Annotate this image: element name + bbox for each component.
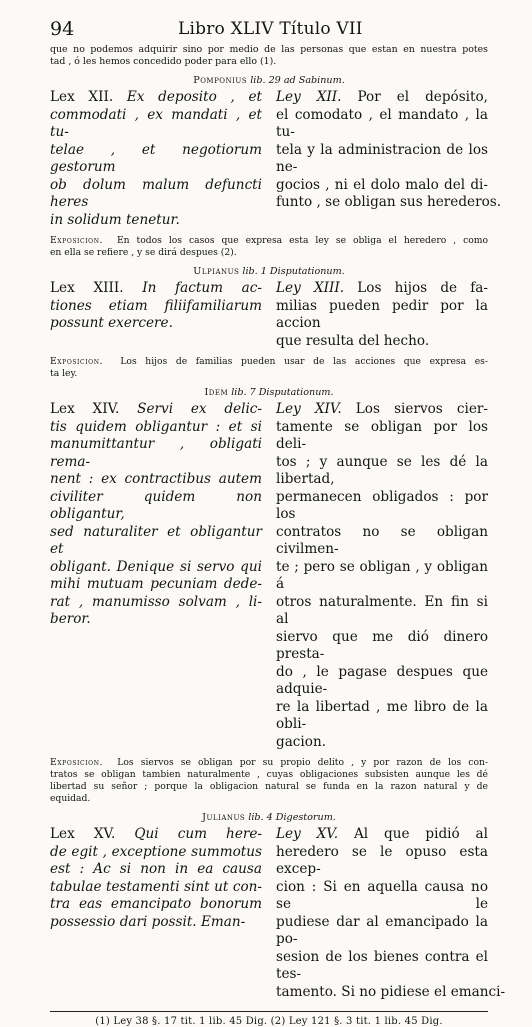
spanish-line: [276, 844, 488, 879]
spanish-line: [276, 333, 488, 351]
latin-text: tis quidem obligantur : et si: [50, 418, 262, 435]
latin-text: tra eas emancipato bonorum: [50, 896, 262, 912]
spanish-line: [276, 594, 488, 629]
exposicion-text: equidad.: [50, 793, 91, 804]
exposicion-label: Exposicion.: [50, 757, 104, 768]
spanish-text: Los siervos cier-: [355, 401, 488, 417]
spanish-text: tamento. Si no pidiese el emanci-: [276, 983, 506, 1000]
exposicion-text: Los hijos de familias pueden usar de las acciones que expresa es-: [120, 356, 488, 367]
latin-line: [50, 576, 262, 594]
latin-text: civiliter quidem non obligantur,: [50, 488, 262, 522]
latin-line: [50, 177, 262, 212]
exposicion-line: [50, 757, 488, 769]
source-author: Idem: [204, 387, 229, 398]
latin-line: [50, 419, 262, 437]
latin-line: [50, 212, 262, 230]
spanish-line: [276, 629, 488, 664]
spanish-law-number: Ley XIV.: [276, 401, 342, 417]
latin-law-number: Lex XIII.: [50, 280, 124, 296]
latin-line: [50, 524, 262, 559]
spanish-law-number: Ley XII.: [276, 89, 342, 105]
source-citation: [50, 266, 488, 277]
exposicion-text: tratos se obligan tambien naturalmente , cuyas obligaciones subsisten aunque les dé: [50, 769, 488, 780]
exposicion-line: [50, 769, 488, 781]
source-author: Pomponius: [193, 75, 248, 86]
latin-text: de egit , exceptione summotus: [50, 843, 262, 860]
spanish-text: otros naturalmente. En fin si al: [276, 593, 488, 627]
latin-text: manumittantur , obligati rema-: [50, 436, 262, 470]
exposicion-paragraph: [50, 235, 488, 259]
spanish-line: [276, 89, 488, 107]
latin-text: ob dolum malum defuncti heres: [50, 176, 262, 210]
law-sections: [50, 75, 506, 1001]
latin-column: [50, 280, 262, 350]
spanish-column: [276, 401, 488, 751]
source-citation: [50, 75, 488, 86]
spanish-text: funto , se obligan sus herederos.: [276, 194, 502, 210]
spanish-line: [276, 826, 488, 844]
latin-text: Servi ex delic-: [137, 401, 263, 417]
law-section: [50, 266, 488, 380]
spanish-text: tamente se obligan por los deli-: [276, 418, 488, 452]
exposicion-line: [50, 793, 488, 805]
exposicion-text: Los siervos se obligan por su propio delito , y por razon de los con-: [117, 757, 489, 768]
exposicion-text: libertad su señor ; porque la obligacion natural se funda en la razon natural y de: [50, 781, 488, 792]
spanish-text: siervo que me dió dinero presta-: [276, 628, 488, 662]
spanish-line: [276, 280, 488, 298]
source-citation: [50, 812, 488, 823]
spanish-text: Por el depósito,: [357, 89, 488, 105]
spanish-line: [276, 559, 488, 594]
latin-text: beror.: [50, 611, 91, 627]
spanish-text: cion : Si en aquella causa no se le: [276, 878, 488, 912]
text-line: que no podemos adquirir sino por medio de las personas que estan en nuestra potes: [50, 44, 488, 55]
spanish-line: [276, 107, 488, 142]
spanish-text: te ; pero se obligan , y obligan á: [276, 558, 488, 592]
book-page: [50, 18, 506, 1027]
spanish-text: Los hijos de fa-: [357, 280, 488, 296]
spanish-text: gocios , ni el dolo malo del di-: [276, 176, 488, 193]
page-number: 94: [50, 18, 75, 40]
latin-line: [50, 280, 262, 298]
exposicion-line: [50, 368, 488, 380]
law-section: [50, 387, 488, 805]
spanish-text: el comodato , el mandato , la tu-: [276, 106, 488, 140]
latin-text: Ex deposito , et: [126, 89, 262, 105]
exposicion-text: En todos los casos que expresa esta ley se obliga el heredero , como: [116, 235, 489, 246]
latin-line: [50, 471, 262, 489]
latin-column: [50, 826, 262, 1001]
latin-text: rat , manumisso solvam , li-: [50, 593, 262, 610]
latin-line: [50, 401, 262, 419]
exposicion-text: ta ley.: [50, 368, 78, 379]
latin-law-number: Lex XIV.: [50, 401, 120, 417]
latin-line: [50, 594, 262, 612]
law-row: [50, 826, 506, 1001]
spanish-text: que resulta del hecho.: [276, 332, 430, 349]
spanish-column: [276, 89, 502, 229]
spanish-column: [276, 280, 488, 350]
spanish-line: [276, 879, 488, 914]
exposicion-line: [50, 781, 488, 793]
latin-line: [50, 489, 262, 524]
exposicion-text: en ella se refiere , y se dirá despues (2).: [50, 247, 237, 258]
source-author: Julianus: [202, 812, 246, 823]
latin-text: In factum ac-: [142, 280, 262, 296]
latin-line: [50, 914, 262, 932]
spanish-text: sesion de los bienes contra el tes-: [276, 948, 488, 982]
latin-line: [50, 826, 262, 844]
source-author: Ulpianus: [193, 266, 240, 277]
latin-text: sed naturaliter et obligantur et: [50, 523, 262, 557]
source-reference: lib. 4 Digestorum.: [248, 812, 336, 823]
spanish-line: [276, 914, 488, 949]
latin-text: possunt exercere.: [50, 315, 173, 331]
spanish-line: [276, 524, 488, 559]
spanish-law-number: Ley XV.: [276, 826, 339, 842]
latin-line: [50, 844, 262, 862]
latin-text: telae , et negotiorum gestorum: [50, 141, 262, 175]
latin-line: [50, 611, 262, 629]
spanish-law-number: Ley XIII.: [276, 280, 345, 296]
spanish-line: [276, 298, 488, 333]
spanish-line: [276, 699, 488, 734]
spanish-line: [276, 401, 488, 419]
latin-text: mihi mutuam pecuniam dede-: [50, 576, 262, 592]
source-reference: lib. 1 Disputationum.: [242, 266, 345, 277]
latin-line: [50, 315, 262, 333]
latin-text: Qui cum here-: [134, 826, 262, 842]
source-reference: lib. 7 Disputationum.: [231, 387, 334, 398]
spanish-text: permanecen obligados : por los: [276, 488, 488, 522]
source-citation: [50, 387, 488, 398]
latin-line: [50, 436, 262, 471]
source-reference: lib. 29 ad Sabinum.: [250, 75, 345, 86]
spanish-text: heredero se le opuso esta excep-: [276, 843, 488, 877]
law-row: [50, 89, 502, 229]
exposicion-line: [50, 247, 488, 259]
exposicion-label: Exposicion.: [50, 235, 104, 246]
spanish-text: gacion.: [276, 733, 327, 750]
text-line: tad , ó les hemos concedido poder para ello (1).: [50, 56, 277, 67]
spanish-line: [276, 949, 488, 984]
spanish-text: contratos no se obligan civilmen-: [276, 523, 488, 557]
spanish-line: [276, 177, 488, 195]
spanish-column: [276, 826, 506, 1001]
latin-line: [50, 142, 262, 177]
latin-text: nent : ex contractibus autem: [50, 471, 262, 487]
spanish-text: tela y la administracion de los ne-: [276, 141, 488, 175]
exposicion-paragraph: [50, 757, 488, 805]
latin-text: tiones etiam filiifamiliarum: [50, 297, 262, 314]
spanish-line: [276, 142, 488, 177]
spanish-line: [276, 454, 488, 489]
spanish-line: [276, 734, 488, 752]
latin-law-number: Lex XII.: [50, 89, 114, 105]
continuation-paragraph: [50, 44, 488, 68]
exposicion-line: [50, 356, 488, 368]
latin-law-number: Lex XV.: [50, 826, 116, 842]
law-section: [50, 812, 506, 1001]
exposicion-label: Exposicion.: [50, 356, 104, 367]
latin-text: possessio dari possit. Eman-: [50, 913, 246, 930]
spanish-text: Al que pidió al: [353, 826, 489, 842]
spanish-text: pudiese dar al emancipado la po-: [276, 913, 488, 947]
latin-column: [50, 401, 262, 751]
latin-text: obligant. Denique si servo qui: [50, 558, 262, 575]
latin-line: [50, 559, 262, 577]
footnotes: (1) Ley 38 §. 17 tit. 1 lib. 45 Dig. (2) Ley 121 §. 3 tit. 1 lib. 45 Dig.: [95, 1016, 443, 1027]
latin-column: [50, 89, 262, 229]
latin-text: in solidum tenetur.: [50, 211, 180, 228]
latin-line: [50, 298, 262, 316]
latin-line: [50, 107, 262, 142]
law-row: [50, 401, 488, 751]
spanish-line: [276, 194, 502, 212]
spanish-line: [276, 419, 488, 454]
footnote-rule: [50, 1011, 488, 1012]
exposicion-line: [50, 235, 488, 247]
latin-text: est : Ac si non in ea causa: [50, 861, 262, 877]
spanish-line: [276, 983, 506, 1002]
latin-line: [50, 896, 262, 914]
spanish-text: re la libertad , me libro de la obli-: [276, 698, 488, 732]
law-row: [50, 280, 488, 350]
spanish-line: [276, 664, 488, 699]
latin-text: tabulae testamenti sint ut con-: [50, 878, 262, 895]
page-header: [50, 18, 488, 40]
spanish-line: [276, 489, 488, 524]
spanish-text: tos ; y aunque se les dé la libertad,: [276, 453, 488, 487]
law-section: [50, 75, 502, 259]
latin-line: [50, 861, 262, 879]
latin-line: [50, 89, 262, 107]
spanish-text: do , le pagase despues que adquie-: [276, 663, 488, 697]
exposicion-paragraph: [50, 356, 488, 380]
latin-line: [50, 879, 262, 897]
latin-text: commodati , ex mandati , et tu-: [50, 106, 262, 140]
running-title: Libro XLIV Título VII: [178, 19, 363, 39]
spanish-text: milias pueden pedir por la accion: [276, 297, 488, 331]
